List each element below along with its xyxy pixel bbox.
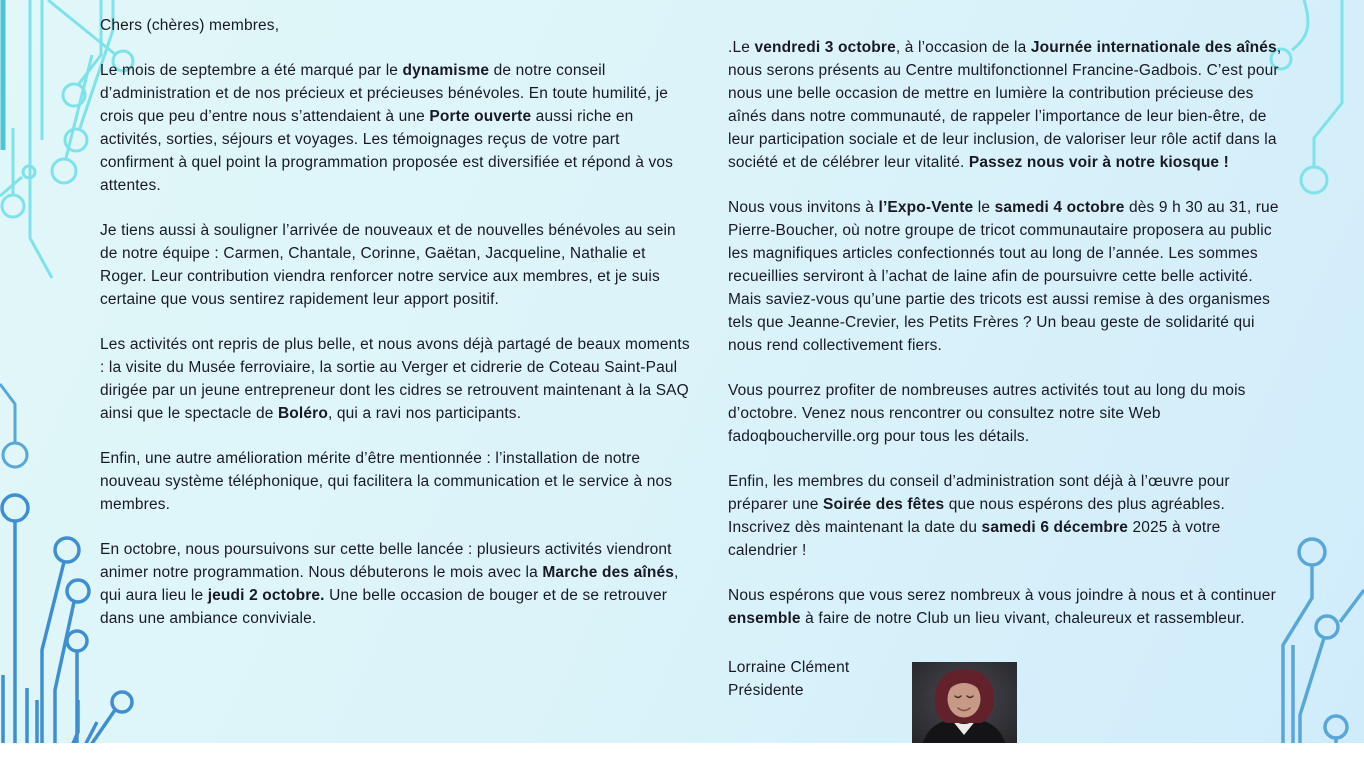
circuit-pattern-bottom-right: [1283, 539, 1364, 755]
salutation: Chers (chères) membres,: [100, 17, 280, 34]
portrait-image: [912, 662, 1017, 753]
circuit-pattern-mid-left: [0, 384, 27, 467]
paragraph-activities: Les activités ont repris de plus belle, et nous avons déjà partagé de beaux moments : la visite du Musée ferroviaire, la sortie au Verger et cidrerie de Coteau Saint-Paul dirigée par un jeune entrepreneur dont les cidres se retrouvent maintenant à la SAQ ainsi que le spectacle de Boléro, qui a ravi nos participants.: [100, 336, 690, 422]
paragraph-volunteers: Je tiens aussi à souligner l’arrivée de nouveaux et de nouvelles bénévoles au sein de notre équipe : Carmen, Chantale, Corinne, Gaëtan, Jacqueline, Nathalie et Roger. Leur contribution viendra renforcer notre service aux membres, et je suis certaine que vous sentirez rapidement leur apport positif.: [100, 222, 676, 308]
left-column: [100, 14, 690, 652]
paragraph-phone-system: Enfin, une autre amélioration mérite d’être mentionnée : l’installation de notre nouveau système téléphonique, qui facilitera la communication et le service à nos membres.: [100, 450, 673, 513]
paragraph-closing: Nous espérons que vous serez nombreux à vous joindre à nous et à continuer ensemble à faire de notre Club un lieu vivant, chaleureux et rassembleur.: [728, 587, 1276, 627]
signature-title: Présidente: [728, 682, 804, 699]
paragraph-september: Le mois de septembre a été marqué par le dynamisme de notre conseil d’administration et de nos précieux et précieuses bénévoles. En toute humilité, je crois que peu d’entre nous s’attendaient à une Porte ouverte aussi riche en activités, sorties, séjours et voyages. Les témoignages reçus de votre part confirment à quel point la programmation proposée est diversifiée et répond à vos attentes.: [100, 62, 674, 194]
paragraph-soiree: Enfin, les membres du conseil d’administration sont déjà à l’œuvre pour préparer une Soirée des fêtes que nous espérons des plus agréables. Inscrivez dès maintenant la date du samedi 6 décembre 2025 à votre calendrier !: [728, 473, 1230, 559]
president-photo: [912, 662, 1017, 753]
paragraph-seniors-day: .Le vendredi 3 octobre, à l’occasion de la Journée internationale des aînés, nous serons présents au Centre multifonctionnel Francine-Gadbois. C’est pour nous une belle occasion de mettre en lumière la contribution précieuse des aînés dans notre communauté, de rappeler l’importance de leur bien-être, de leur participation sociale et de leur inclusion, de valoriser leur rôle actif dans la société et de célébrer leur vitalité. Passez nous voir à notre kiosque !: [728, 39, 1282, 171]
right-column: [728, 36, 1290, 702]
paragraph-website: Vous pourrez profiter de nombreuses autres activités tout au long du mois d’octobre. Venez nous rencontrer ou consultez notre site Web fadoqboucherville.org pour tous les détails.: [728, 382, 1246, 445]
paragraph-october: En octobre, nous poursuivons sur cette belle lancée : plusieurs activités viendront animer notre programmation. Nous débuterons le mois avec la Marche des aînés, qui aura lieu le jeudi 2 octobre. Une belle occasion de bouger et de se retrouver dans une ambiance conviviale.: [100, 541, 679, 627]
page-bottom-margin: [0, 743, 1364, 755]
paragraph-expo-vente: Nous vous invitons à l’Expo-Vente le samedi 4 octobre dès 9 h 30 au 31, rue Pierre-Boucher, où notre groupe de tricot communautaire proposera au public les magnifiques articles confectionnés tout au long de l’année. Les sommes recueillies serviront à l’achat de laine afin de poursuivre cette belle activité. Mais saviez-vous qu’une partie des tricots est aussi remise à des organismes tels que Jeanne-Crevier, les Petits Frères ? Un beau geste de solidarité qui nous rend collectivement fiers.: [728, 199, 1279, 354]
signature-name: Lorraine Clément: [728, 659, 850, 676]
